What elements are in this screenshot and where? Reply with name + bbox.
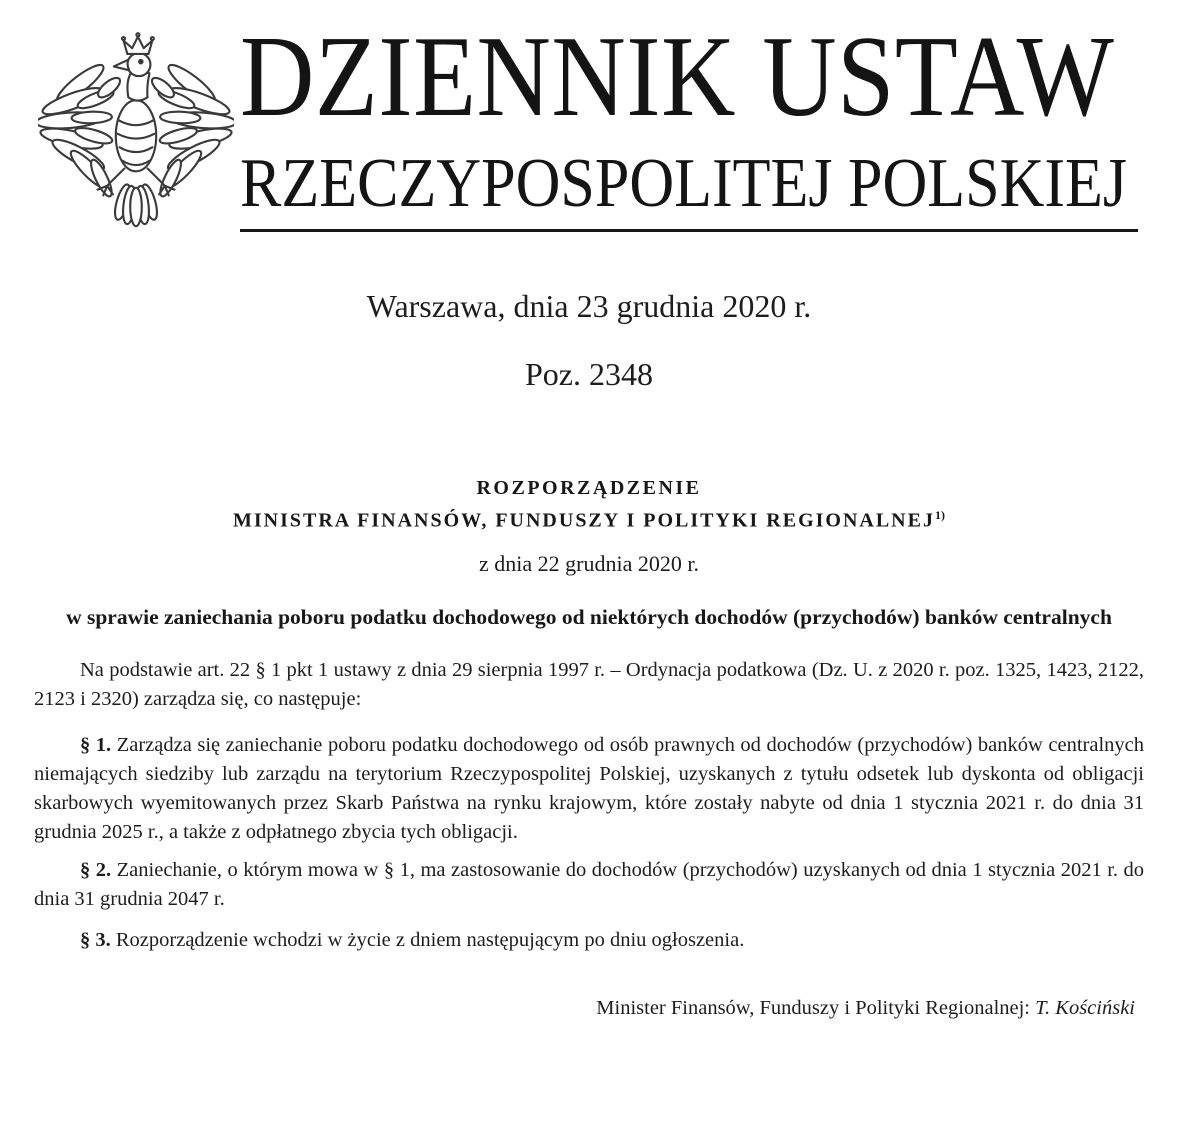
signature-name: T. Kościński xyxy=(1035,997,1135,1019)
act-date-line: z dnia 22 grudnia 2020 r. xyxy=(479,551,699,576)
act-issuer-text: MINISTRA FINANSÓW, FUNDUSZY I POLITYKI REGIONALNEJ xyxy=(233,509,935,532)
act-issuer-heading xyxy=(0,508,1178,533)
section-text: Zarządza się zaniechanie poboru podatku dochodowego od osób prawnych od dochodów (przychodów) banków centralnych niemających siedziby lub zarządu na terytorium Rzeczypospolitej Polskiej, uzyskanych z tytułu odsetek lub dyskonta od obligacji skarbowych wyemitowanych przez Skarb Państwa na rynku krajowym, które zostały nabyte od dnia 1 stycznia 2021 r. do dnia 31 grudnia 2025 r., a także z odpłatnego zbycia tych obligacji. xyxy=(34,734,1144,843)
act-type-heading: ROZPORZĄDZENIE xyxy=(476,477,702,499)
act-subject-line: w sprawie zaniechania poboru podatku dochodowego od niektórych dochodów (przychodów) banków centralnych xyxy=(66,605,1112,629)
section-label: § 1. xyxy=(80,734,112,756)
preamble-paragraph: Na podstawie art. 22 § 1 pkt 1 ustawy z dnia 29 sierpnia 1997 r. – Ordynacja podatkowa (Dz. U. z 2020 r. poz. 1325, 1423, 2122, 2123 i 2320) zarządza się, co następuje: xyxy=(34,659,1144,710)
section-label: § 2. xyxy=(80,859,112,881)
section-label: § 3. xyxy=(80,929,111,951)
coat-of-arms-eagle-icon xyxy=(38,28,234,230)
place-date-line: Warszawa, dnia 23 grudnia 2020 r. xyxy=(366,288,812,324)
footnote-reference: 1) xyxy=(934,508,945,522)
signature-line xyxy=(34,997,1135,1020)
section-paragraph xyxy=(34,856,1144,914)
section-paragraph xyxy=(34,926,1144,955)
journal-subtitle: RZECZYPOSPOLITEJ POLSKIEJ xyxy=(240,145,1128,222)
signature-title: Minister Finansów, Funduszy i Polityki Regionalnej: xyxy=(596,997,1031,1019)
position-number: Poz. 2348 xyxy=(525,356,653,392)
section-text: Zaniechanie, o którym mowa w § 1, ma zastosowanie do dochodów (przychodów) uzyskanych od dnia 1 stycznia 2021 r. do dnia 31 grudnia 2047 r. xyxy=(34,859,1145,910)
journal-title: DZIENNIK USTAW xyxy=(240,13,1115,141)
masthead-rule xyxy=(240,229,1138,232)
section-paragraph xyxy=(34,731,1144,847)
section-text: Rozporządzenie wchodzi w życie z dniem następującym po dniu ogłoszenia. xyxy=(115,929,745,951)
